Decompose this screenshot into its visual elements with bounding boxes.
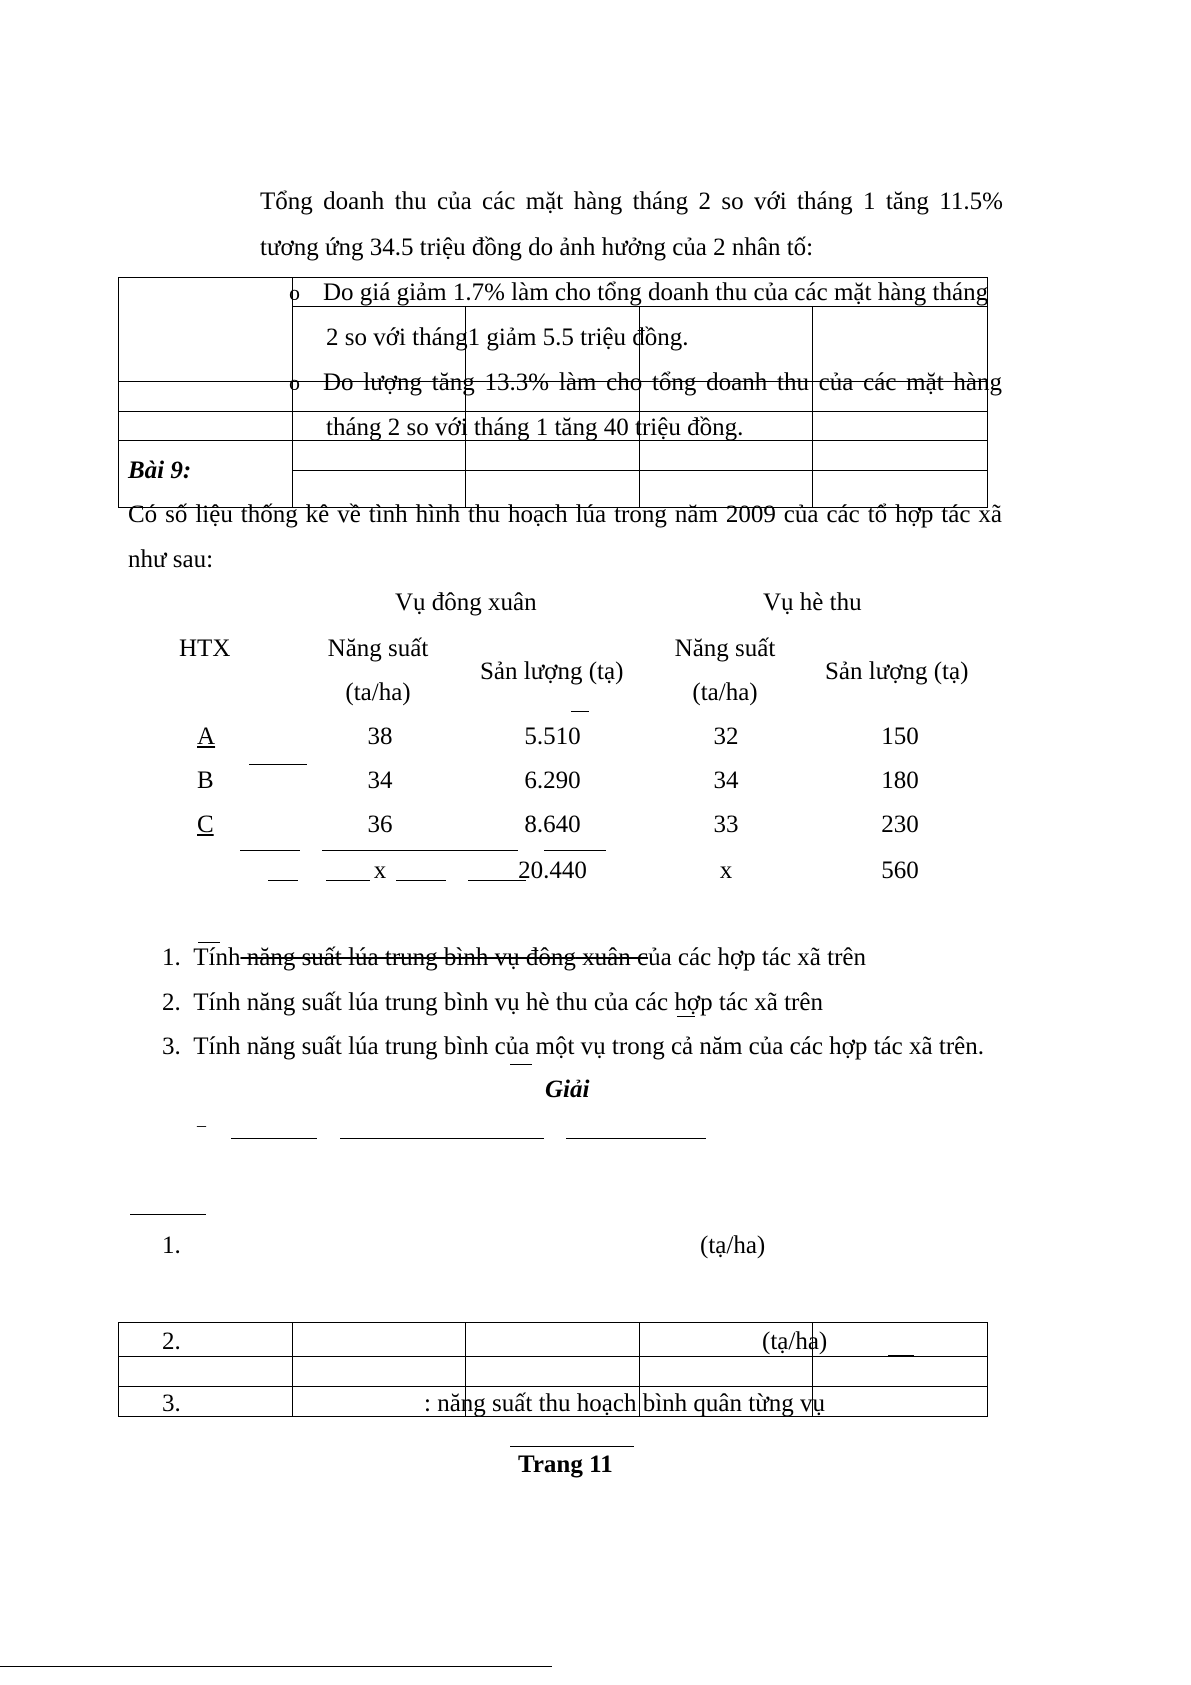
- table-rule: [396, 880, 446, 881]
- bullet-marker: o: [289, 370, 300, 395]
- blank-line: [340, 1138, 544, 1139]
- col-san-luong-dx: Sản lượng (tạ): [480, 658, 624, 685]
- blank-line: [566, 1138, 706, 1139]
- solution-3-number: 3.: [162, 1390, 181, 1417]
- solution-1-number: 1.: [162, 1232, 181, 1259]
- total-sl-ht: 560: [881, 857, 919, 884]
- row-sl-ht: 180: [881, 767, 919, 794]
- total-sl-dx: 20.440: [518, 857, 587, 884]
- table-rule: [571, 711, 589, 712]
- row-ns-dx: 36: [367, 811, 393, 838]
- row-ns-ht: 33: [713, 811, 739, 838]
- solution-2-unit: (tạ/ha): [762, 1328, 828, 1355]
- exercise-description-1: Có số liệu thống kê về tình hình thu hoạch lúa trong năm 2009 của các tổ hợp tác xã: [128, 501, 1002, 528]
- row-sl-dx: 6.290: [524, 767, 581, 794]
- question-3: 3. Tính năng suất lúa trung bình của một vụ trong cả năm của các hợp tác xã trên.: [162, 1033, 984, 1060]
- bullet-1-line-1: Do giá giảm 1.7% làm cho tổng doanh thu của các mặt hàng tháng: [323, 279, 989, 306]
- row-sl-dx: 5.510: [524, 723, 581, 750]
- solution-2-number: 2.: [162, 1328, 181, 1355]
- table-rule: [322, 850, 518, 851]
- page-bottom-rule: [0, 1666, 552, 1667]
- solution-1-unit: (tạ/ha): [700, 1232, 766, 1259]
- exercise-title: Bài 9:: [128, 457, 192, 484]
- total-ns-dx: x: [373, 857, 387, 884]
- row-ns-dx: 38: [367, 723, 393, 750]
- row-ns-ht: 34: [713, 767, 739, 794]
- row-htx: B: [197, 767, 214, 794]
- col-nang-suat-dx: Năng suất (ta/ha): [327, 635, 429, 706]
- total-ns-ht: x: [719, 857, 733, 884]
- row-htx: A: [197, 723, 216, 750]
- row-ns-dx: 34: [367, 767, 393, 794]
- row-sl-ht: 230: [881, 811, 919, 838]
- page-number: Trang 11: [518, 1451, 613, 1478]
- col-htx: HTX: [179, 635, 231, 662]
- col-nang-suat-ht: Năng suất (ta/ha): [674, 635, 776, 706]
- table-rule: [544, 850, 606, 851]
- table-rule: [268, 880, 298, 881]
- blank-line: [130, 1214, 206, 1215]
- row-sl-ht: 150: [881, 723, 919, 750]
- solution-title: Giải: [545, 1076, 590, 1103]
- solution-dash: –: [197, 1115, 206, 1135]
- bullet-marker: o: [289, 280, 300, 305]
- blank-line: [231, 1138, 317, 1139]
- col-san-luong-ht: Sản lượng (tạ): [825, 658, 969, 685]
- bullet-2-line-2: tháng 2 so với tháng 1 tăng 40 triệu đồng.: [326, 414, 744, 441]
- table-rule: [326, 880, 370, 881]
- table-rule: [249, 764, 307, 765]
- bullet-1-line-2: 2 so với tháng1 giảm 5.5 triệu đồng.: [326, 324, 689, 351]
- question-1: 1. Tính năng suất lúa trung bình vụ đông xuân của các hợp tác xã trên: [162, 944, 867, 971]
- table-rule: [240, 850, 300, 851]
- bullet-2-line-1: Do lượng tăng 13.3% làm cho tổng doanh thu của các mặt hàng: [323, 369, 1002, 396]
- group-dong-xuan: Vụ đông xuân: [395, 589, 537, 616]
- intro-line-1: Tổng doanh thu của các mặt hàng tháng 2 so với tháng 1 tăng 11.5%: [260, 188, 1003, 215]
- exercise-description-2: như sau:: [128, 546, 214, 573]
- question-2: 2. Tính năng suất lúa trung bình vụ hè thu của các hợp tác xã trên: [162, 989, 823, 1016]
- group-he-thu: Vụ hè thu: [763, 589, 862, 616]
- row-htx: C: [197, 811, 214, 838]
- solution-3-text: : năng suất thu hoạch bình quân từng vụ: [424, 1390, 825, 1417]
- table-rule: [468, 880, 526, 881]
- row-ns-ht: 32: [713, 723, 739, 750]
- intro-line-2: tương ứng 34.5 triệu đồng do ảnh hưởng của 2 nhân tố:: [260, 234, 814, 261]
- row-sl-dx: 8.640: [524, 811, 581, 838]
